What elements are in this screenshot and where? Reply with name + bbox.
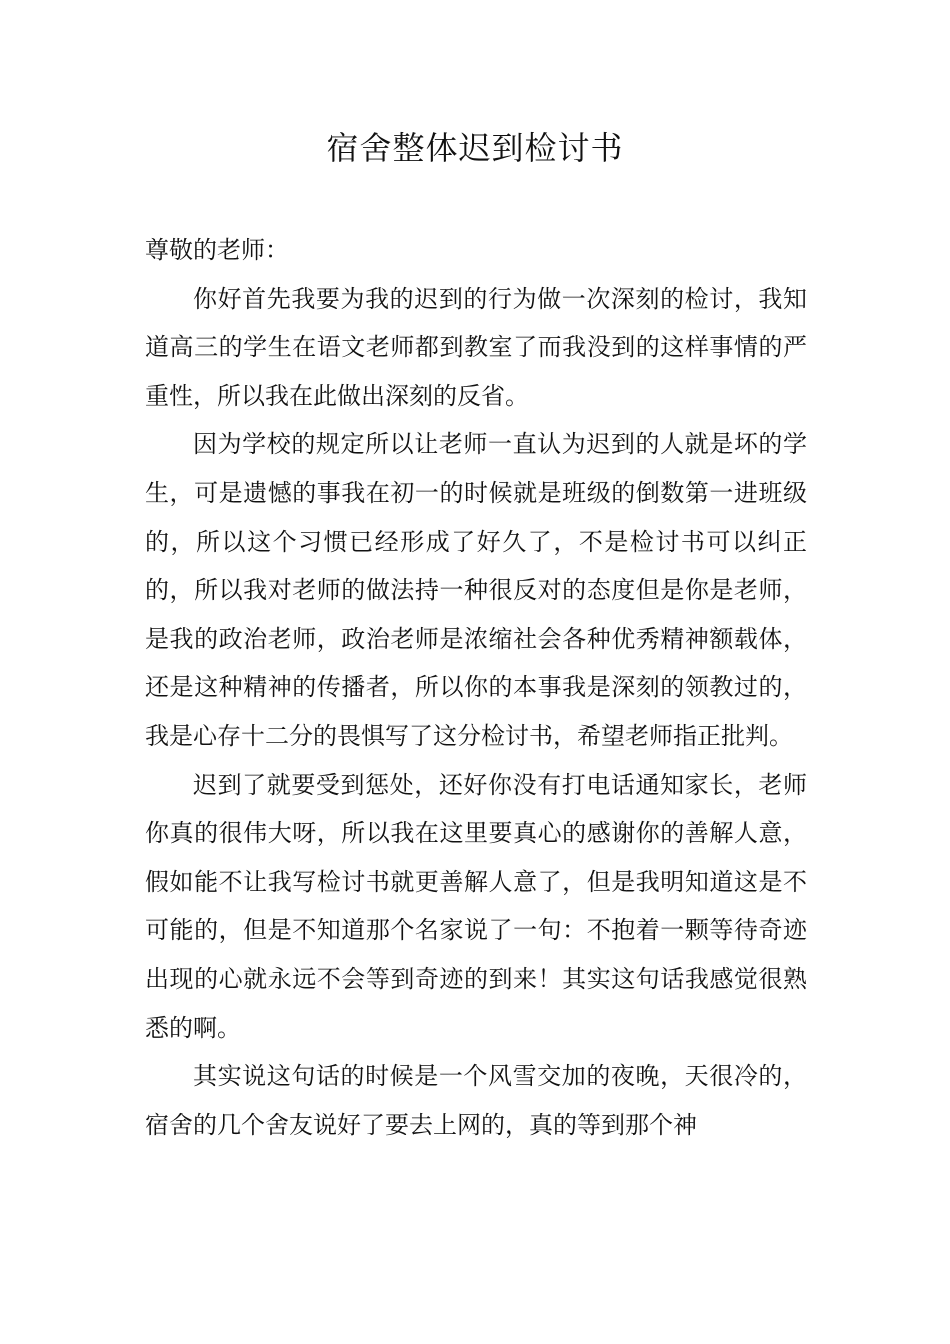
salutation: 尊敬的老师：	[145, 236, 289, 264]
document-body	[145, 226, 807, 1149]
paragraph: 你好首先我要为我的迟到的行为做一次深刻的检讨，我知道高三的学生在语文老师都到教室了而我没到的这样事情的严重性，所以我在此做出深刻的反省。	[145, 284, 807, 410]
paragraph: 迟到了就要受到惩处，还好你没有打电话通知家长，老师你真的很伟大呀，所以我在这里要真心的感谢你的善解人意，假如能不让我写检讨书就更善解人意了，但是我明知道这是不可能的，但是不知道那个名家说了一句：不抱着一颗等待奇迹出现的心就永远不会等到奇迹的到来！其实这句话我感觉很熟悉的啊。	[145, 770, 807, 1042]
paragraph: 其实说这句话的时候是一个风雪交加的夜晚，天很冷的，宿舍的几个舍友说好了要去上网的，真的等到那个神	[145, 1062, 807, 1139]
paragraph: 因为学校的规定所以让老师一直认为迟到的人就是坏的学生，可是遗憾的事我在初一的时候就是班级的倒数第一进班级的，所以这个习惯已经形成了好久了，不是检讨书可以纠正的，所以我对老师的做法持一种很反对的态度但是你是老师，是我的政治老师，政治老师是浓缩社会各种优秀精神额载体，还是这种精神的传播者，所以你的本事我是深刻的领教过的，我是心存十二分的畏惧写了这分检讨书，希望老师指正批判。	[145, 430, 807, 750]
document-title: 宿舍整体迟到检讨书	[326, 129, 624, 167]
